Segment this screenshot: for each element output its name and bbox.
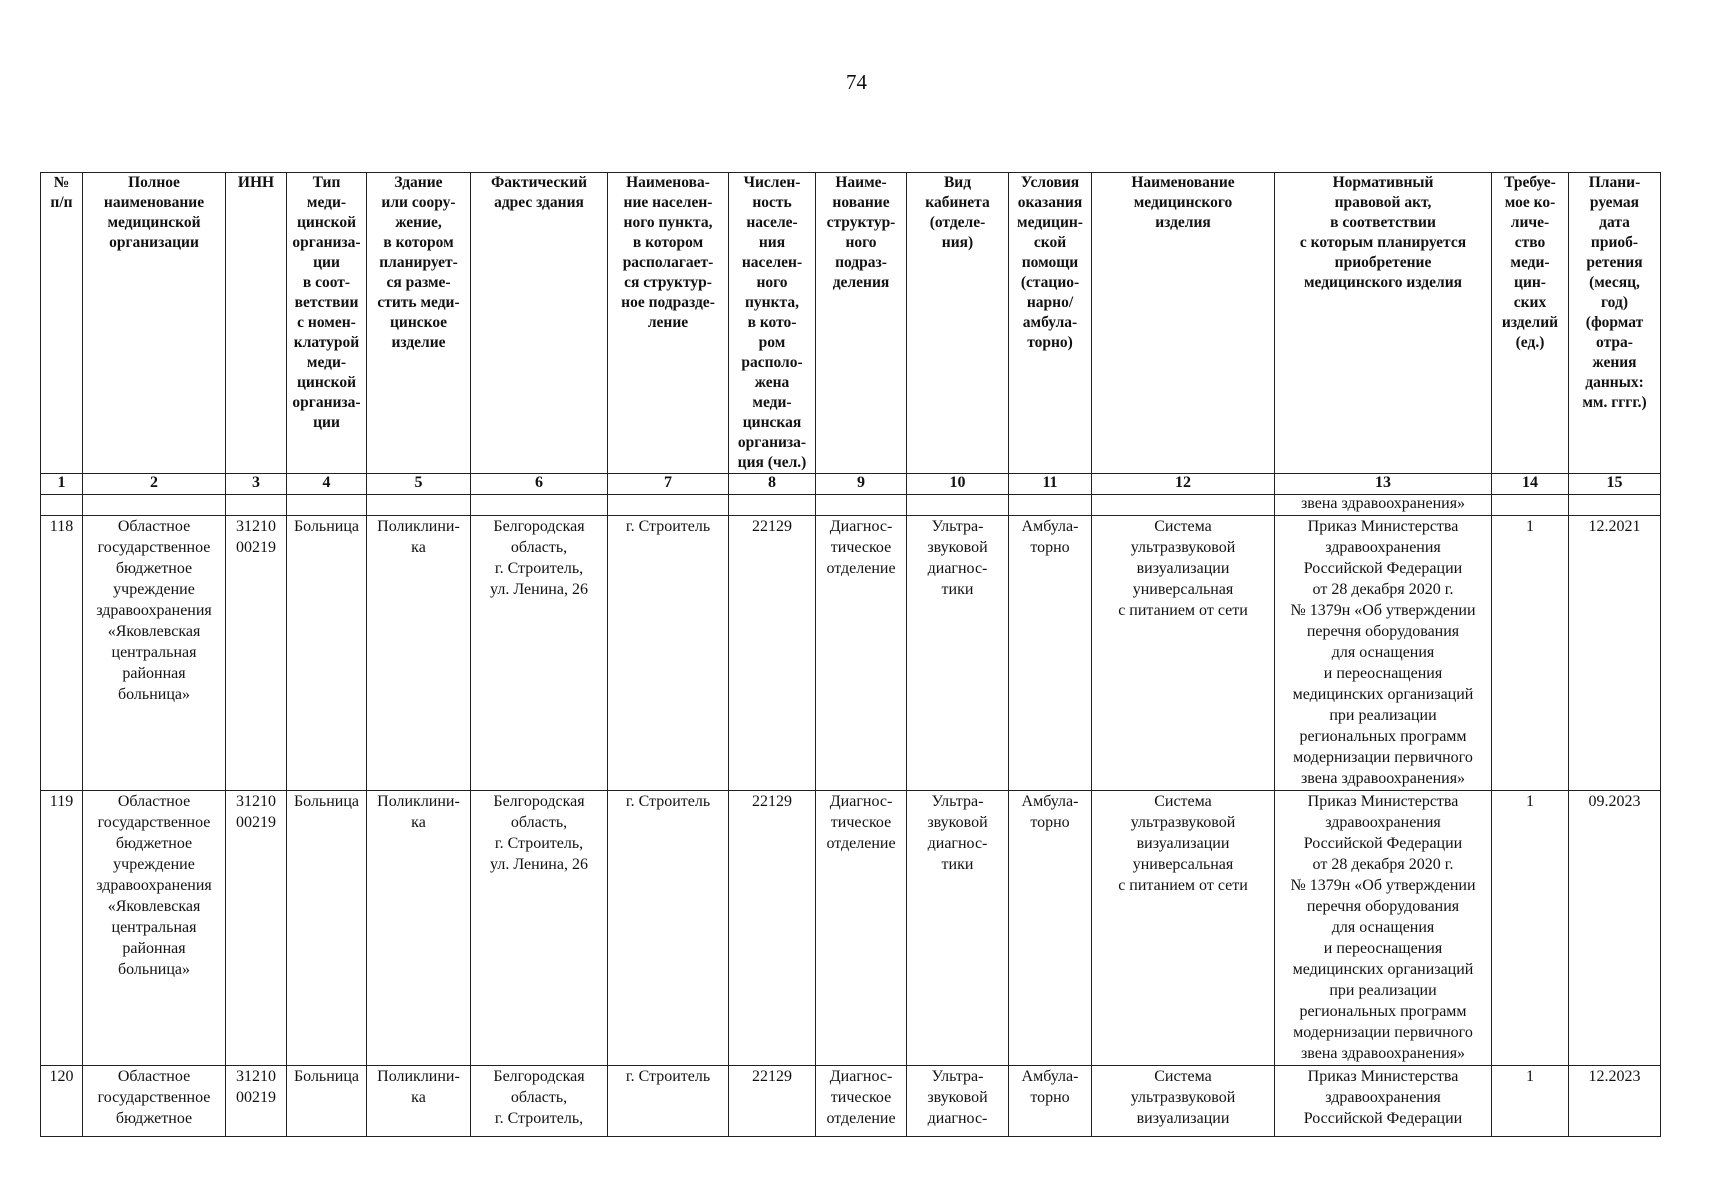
column-number: 11 [1009,474,1092,495]
population-cell: 22129 [729,1066,816,1137]
device-name-cell: Система ультразвуковой визуализации универсальная с питанием от сети [1092,791,1275,1066]
purchase-date-cell: 12.2021 [1569,516,1661,791]
subdivision-cell: Диагнос- тическое отделение [816,791,907,1066]
header-col-legal-act: Нормативный правовой акт, в соответствии с которым планируется приобретение медицинского изделия [1275,173,1492,474]
cabinet-type-cell: Ультра- звуковой диагнос- тики [907,516,1009,791]
address-cell: Белгородская область, г. Строитель, [471,1066,608,1137]
cabinet-type-cell: Ультра- звуковой диагнос- тики [907,791,1009,1066]
continuation-row [41,495,1661,516]
subdivision-cell: Диагнос- тическое отделение [816,1066,907,1137]
header-row [41,173,1661,474]
row-number: 119 [41,791,83,1066]
header-col-inn: ИНН [226,173,287,474]
header-col-settlement: Наименова- ние населен- ного пункта, в котором располагает- ся структур- ное подразде- ление [608,173,729,474]
purchase-date-cell: 12.2023 [1569,1066,1661,1137]
column-number: 10 [907,474,1009,495]
population-cell: 22129 [729,791,816,1066]
header-col-number: № п/п [41,173,83,474]
equipment-table [40,172,1661,1137]
inn-cell: 31210 00219 [226,516,287,791]
header-col-building: Здание или соору- жение, в котором планирует- ся разме- стить меди- цинское изделие [367,173,471,474]
column-number: 3 [226,474,287,495]
continuation-text: звена здравоохранения» [1275,495,1492,516]
inn-cell: 31210 00219 [226,1066,287,1137]
quantity-cell: 1 [1492,791,1569,1066]
column-number: 2 [83,474,226,495]
care-conditions-cell: Амбула- торно [1009,791,1092,1066]
header-col-cabinet-type: Вид кабинета (отделе- ния) [907,173,1009,474]
building-cell: Поликлини- ка [367,791,471,1066]
table-row [41,791,1661,1066]
column-number: 7 [608,474,729,495]
population-cell: 22129 [729,516,816,791]
column-number: 13 [1275,474,1492,495]
org-type-cell: Больница [287,791,367,1066]
legal-act-cell: Приказ Министерства здравоохранения Российской Федерации от 28 декабря 2020 г. № 1379н «Об утверждении перечня оборудования для оснащения и переоснащения медицинских организаций при реализации региональных программ модернизации первичного звена здравоохранения» [1275,516,1492,791]
org-name-cell: Областное государственное бюджетное учреждение здравоохранения «Яковлевская центральная районная больница» [83,791,226,1066]
building-cell: Поликлини- ка [367,1066,471,1137]
quantity-cell: 1 [1492,1066,1569,1137]
header-col-population: Числен- ность населе- ния населен- ного пункта, в кото- ром располо- жена меди- цинская организа- ция (чел.) [729,173,816,474]
row-number: 120 [41,1066,83,1137]
org-type-cell: Больница [287,1066,367,1137]
header-col-quantity: Требуе- мое ко- личе- ство меди- цин- ских изделий (ед.) [1492,173,1569,474]
device-name-cell: Система ультразвуковой визуализации [1092,1066,1275,1137]
address-cell: Белгородская область, г. Строитель, ул. Ленина, 26 [471,791,608,1066]
settlement-cell: г. Строитель [608,791,729,1066]
cabinet-type-cell: Ультра- звуковой диагнос- [907,1066,1009,1137]
column-number: 5 [367,474,471,495]
table-row [41,1066,1661,1137]
purchase-date-cell: 09.2023 [1569,791,1661,1066]
header-col-care-conditions: Условия оказания медицин- ской помощи (стацио- нарно/ амбула- торно) [1009,173,1092,474]
org-name-cell: Областное государственное бюджетное [83,1066,226,1137]
inn-cell: 31210 00219 [226,791,287,1066]
column-number: 6 [471,474,608,495]
subdivision-cell: Диагнос- тическое отделение [816,516,907,791]
settlement-cell: г. Строитель [608,1066,729,1137]
header-col-subdivision: Наиме- нование структур- ного подраз- деления [816,173,907,474]
column-number: 4 [287,474,367,495]
column-number: 9 [816,474,907,495]
address-cell: Белгородская область, г. Строитель, ул. Ленина, 26 [471,516,608,791]
header-col-purchase-date: Плани- руемая дата приоб- ретения (месяц, год) (формат отра- жения данных: мм. гггг.) [1569,173,1661,474]
page-number: 74 [846,70,867,94]
org-type-cell: Больница [287,516,367,791]
column-number: 12 [1092,474,1275,495]
legal-act-cell: Приказ Министерства здравоохранения Российской Федерации [1275,1066,1492,1137]
legal-act-cell: Приказ Министерства здравоохранения Российской Федерации от 28 декабря 2020 г. № 1379н «Об утверждении перечня оборудования для оснащения и переоснащения медицинских организаций при реализации региональных программ модернизации первичного звена здравоохранения» [1275,791,1492,1066]
care-conditions-cell: Амбула- торно [1009,1066,1092,1137]
row-number: 118 [41,516,83,791]
column-number: 15 [1569,474,1661,495]
header-col-device-name: Наименование медицинского изделия [1092,173,1275,474]
header-col-address: Фактический адрес здания [471,173,608,474]
column-number: 8 [729,474,816,495]
column-number: 14 [1492,474,1569,495]
column-number: 1 [41,474,83,495]
care-conditions-cell: Амбула- торно [1009,516,1092,791]
column-numbers-row [41,474,1661,495]
building-cell: Поликлини- ка [367,516,471,791]
quantity-cell: 1 [1492,516,1569,791]
header-col-org-name: Полное наименование медицинской организации [83,173,226,474]
device-name-cell: Система ультразвуковой визуализации универсальная с питанием от сети [1092,516,1275,791]
header-col-org-type: Тип меди- цинской организа- ции в соот- ветствии с номен- клатурой меди- цинской организа- ции [287,173,367,474]
table-row [41,516,1661,791]
settlement-cell: г. Строитель [608,516,729,791]
org-name-cell: Областное государственное бюджетное учреждение здравоохранения «Яковлевская центральная районная больница» [83,516,226,791]
